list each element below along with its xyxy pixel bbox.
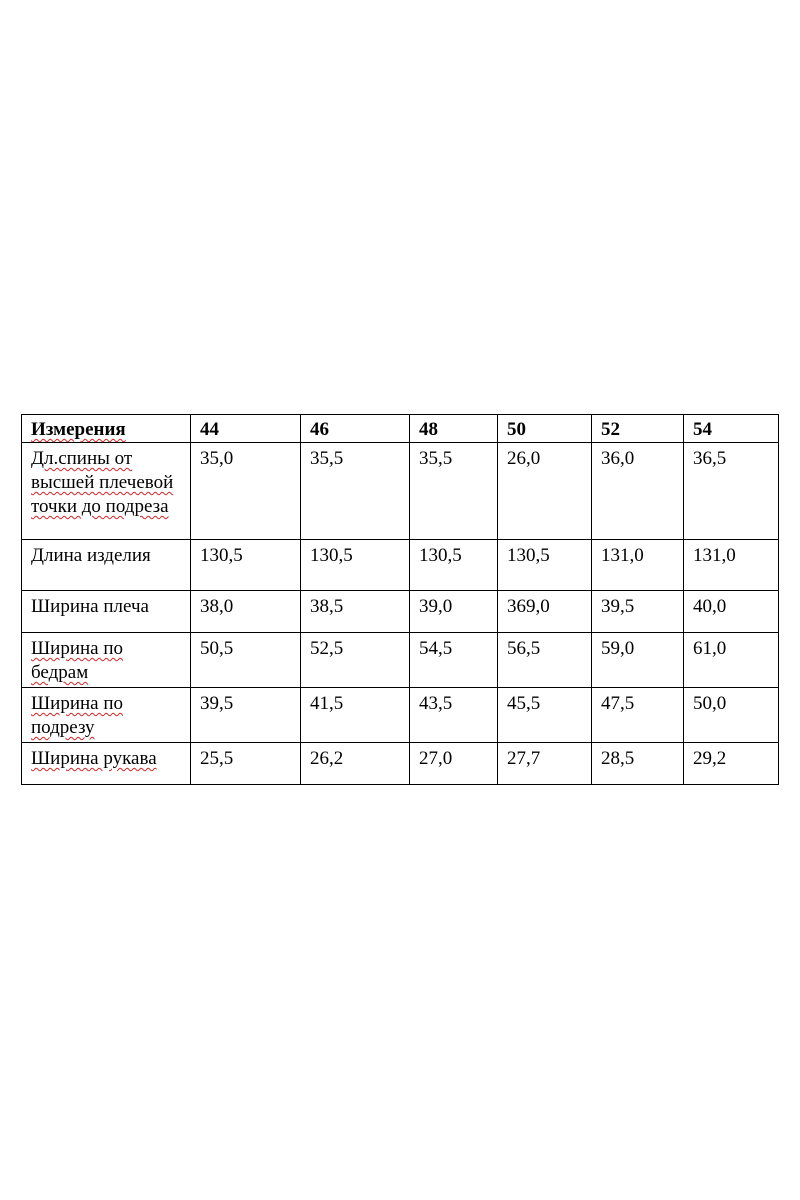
table-cell: 27,0 (410, 743, 498, 785)
table-cell: 36,5 (684, 443, 779, 540)
table-cell: 54,5 (410, 633, 498, 688)
table-cell: 45,5 (498, 688, 592, 743)
table-cell: 41,5 (301, 688, 410, 743)
table-cell: 39,5 (191, 688, 301, 743)
table-cell: 130,5 (410, 540, 498, 591)
table-row (22, 633, 779, 688)
table-cell: 52,5 (301, 633, 410, 688)
table-cell: 39,5 (592, 591, 684, 633)
table-cell: 130,5 (301, 540, 410, 591)
table-row (22, 688, 779, 743)
header-size: 50 (498, 415, 592, 443)
table-row (22, 443, 779, 540)
row-label: Ширина плеча (22, 591, 191, 633)
row-label: Ширина по бедрам (22, 633, 191, 688)
table-cell: 56,5 (498, 633, 592, 688)
row-label: Дл.спины от высшей плечевой точки до подреза (22, 443, 191, 540)
table-cell: 35,5 (410, 443, 498, 540)
table-cell: 47,5 (592, 688, 684, 743)
table-cell: 130,5 (498, 540, 592, 591)
table-header-row (22, 415, 779, 443)
table-row (22, 743, 779, 785)
table-cell: 38,5 (301, 591, 410, 633)
table-cell: 27,7 (498, 743, 592, 785)
table-cell: 36,0 (592, 443, 684, 540)
table-cell: 38,0 (191, 591, 301, 633)
header-measurements: Измерения (22, 415, 191, 443)
header-size: 48 (410, 415, 498, 443)
header-size: 44 (191, 415, 301, 443)
row-label: Ширина рукава (22, 743, 191, 785)
table-cell: 61,0 (684, 633, 779, 688)
table-cell: 43,5 (410, 688, 498, 743)
table-cell: 29,2 (684, 743, 779, 785)
table-cell: 35,0 (191, 443, 301, 540)
row-label: Ширина по подрезу (22, 688, 191, 743)
table-cell: 35,5 (301, 443, 410, 540)
table-cell: 59,0 (592, 633, 684, 688)
header-size: 46 (301, 415, 410, 443)
table-cell: 369,0 (498, 591, 592, 633)
table-cell: 131,0 (592, 540, 684, 591)
table-cell: 26,0 (498, 443, 592, 540)
table-cell: 130,5 (191, 540, 301, 591)
table-cell: 50,5 (191, 633, 301, 688)
header-size: 54 (684, 415, 779, 443)
table-cell: 39,0 (410, 591, 498, 633)
row-label: Длина изделия (22, 540, 191, 591)
table-cell: 131,0 (684, 540, 779, 591)
table-cell: 26,2 (301, 743, 410, 785)
header-size: 52 (592, 415, 684, 443)
size-chart-table (21, 414, 779, 785)
table-cell: 40,0 (684, 591, 779, 633)
table-cell: 25,5 (191, 743, 301, 785)
table-row (22, 591, 779, 633)
table-cell: 50,0 (684, 688, 779, 743)
table-cell: 28,5 (592, 743, 684, 785)
table-row (22, 540, 779, 591)
